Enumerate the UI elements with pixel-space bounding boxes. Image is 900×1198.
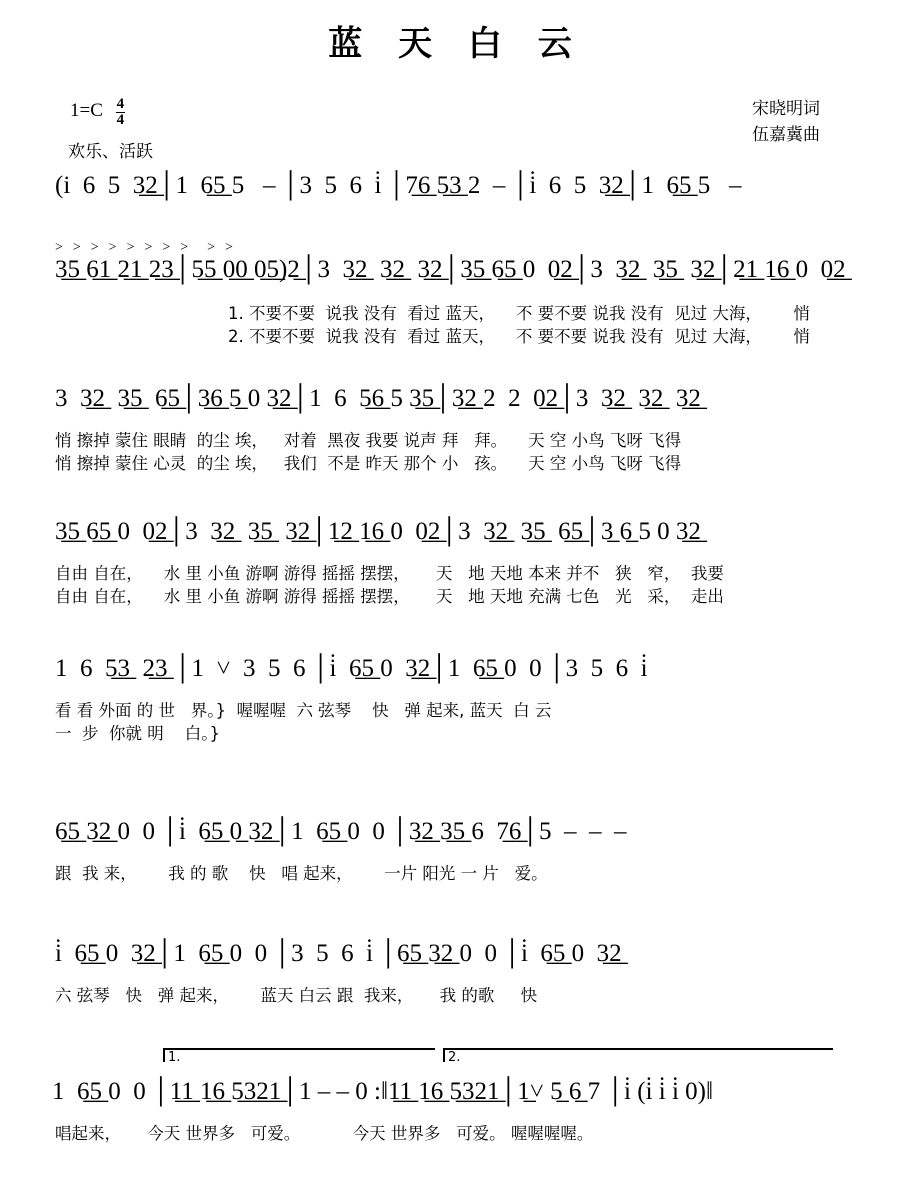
volta-bracket-1: 1. — [163, 1048, 435, 1062]
music-system-4 — [0, 518, 900, 608]
lyric-line: 跟 我 来， 我 的 歌 快 唱 起来， 一片 阳光 一 片 爱。 — [55, 864, 548, 883]
lyric-line-verse1: 悄 擦掉 蒙住 眼睛 的尘 埃， 对着 黑夜 我要 说声 拜 拜。 天 空 小鸟 飞呀 飞得 — [55, 431, 682, 450]
lyric-line-verse2: 2. 不要不要 说我 没有 看过 蓝天， 不 要不要 说我 没有 见过 大海， 悄 — [228, 327, 810, 346]
notation-line: 6̲5̲ 3̲2̲ 0 0 │i̇ 6̲5̲ 0̲ 3̲2̲│1 6̲5̲ 0 0 │3̲2̲ 3̲5̲ 6 7̲6̲│5 – – – — [55, 818, 627, 845]
notation-line: 3 3̲2̲ 3̲5̲ 6̲5̲│3̲6̲ 5̲ 0 3̲2̲│1 6 5̲6̲ 5 3̲5̲│3̲2̲ 2 2 0̲2̲│3 3̲2̲ 3̲2̲ 3̲2̲ — [55, 385, 701, 412]
volta-bracket-row — [0, 1048, 900, 1064]
time-signature — [116, 97, 126, 128]
music-system-6 — [0, 818, 900, 885]
music-system-2 — [0, 240, 900, 348]
notation-line: i̇ 6̲5̲ 0 3̲2̲│1 6̲5̲ 0 0 │3 5 6 i̇ │6̲5̲ 3̲2̲ 0 0 │i̇ 6̲5̲ 0 3̲2̲ — [55, 940, 622, 967]
music-system-3 — [0, 385, 900, 475]
key-signature-text: 1=C — [70, 99, 103, 121]
composer-credit: 伍嘉冀曲 — [752, 125, 820, 145]
credits — [752, 96, 820, 148]
lyric-line-verse1: 自由 自在， 水 里 小鱼 游啊 游得 摇摇 摆摆， 天 地 天地 本来 并不 狭 窄， 我要 — [55, 564, 724, 583]
lyric-line-verse2: 一 步 你就 明 白。} — [55, 724, 220, 743]
notation-line: 3̲5̲ 6̲1̲ 2̲1̲ 2̲3̲│5̲5̲ 0̲0̲ 0̲5̲)2̲│3 3̲2̲ 3̲2̲ 3̲2̲│3̲5̲ 6̲5̲ 0 0̲2̲│3 3̲2̲ 3̲5̲ 3̲2̲│2̲1̲ 1̲6̲ 0 0̲2̲ — [55, 256, 846, 283]
tempo-expression: 欢乐、活跃 — [68, 142, 153, 162]
key-signature — [70, 96, 125, 127]
lyric-line-verse1: 看 看 外面 的 世 界。} 喔喔喔 六 弦琴 快 弹 起来, 蓝天 白 云 — [55, 701, 552, 720]
music-system-7 — [0, 940, 900, 1007]
accent-marks-row: > > > > > > > > > > — [55, 240, 234, 255]
notation-line: 3̲5̲ 6̲5̲ 0 0̲2̲│3 3̲2̲ 3̲5̲ 3̲2̲│1̲2̲ 1̲6̲ 0 0̲2̲│3 3̲2̲ 3̲5̲ 6̲5̲│3̲ 6̲ 5 0 3̲2̲ — [55, 518, 701, 545]
notation-line: 1 6 5̲3̲ 2̲3̲ │1 ˅ 3 5 6 │i̇ 6̲5̲ 0 3̲2̲│1 6̲5̲ 0 0 │3 5 6 i̇ — [55, 655, 648, 682]
lyricist-credit: 宋晓明词 — [752, 99, 820, 119]
lyric-line: 唱起来， 今天 世界多 可爱。 今天 世界多 可爱。 喔喔喔喔。 — [55, 1124, 594, 1143]
music-system-8 — [0, 1048, 900, 1145]
lyric-line-verse1: 1. 不要不要 说我 没有 看过 蓝天， 不 要不要 说我 没有 见过 大海， 悄 — [228, 304, 810, 323]
volta-bracket-2: 2. — [443, 1048, 833, 1062]
lyric-line: 六 弦琴 快 弹 起来， 蓝天 白云 跟 我来， 我 的歌 快 — [55, 986, 538, 1005]
lyric-line-verse2: 悄 擦掉 蒙住 心灵 的尘 埃， 我们 不是 昨天 那个 小 孩。 天 空 小鸟 飞呀 飞得 — [55, 454, 682, 473]
time-signature-denominator: 4 — [116, 112, 125, 128]
music-system-1 — [0, 172, 900, 200]
page-title: 蓝 天 白 云 — [328, 24, 584, 64]
lyric-line-verse2: 自由 自在， 水 里 小鱼 游啊 游得 摇摇 摆摆， 天 地 天地 充满 七色 光 采， 走出 — [55, 587, 724, 606]
notation-line: (i 6 5 3̲2̲│1 6̲5̲ 5 – │3 5 6 i̇ │7̲6̲ 5̲3̲ 2 – │i̇ 6 5 3̲2̲│1 6̲5̲ 5 – — [55, 172, 742, 199]
notation-line: 1 6̲5̲ 0 0 │1̲1̲ 1̲6̲ 5̲3̲2̲1̲│1 – – 0 :‖1̲1̲ 1̲6̲ 5̲3̲2̲1̲│1̲˅ 5̲ 6̲ 7 │i̇ (i̇ i̇ i̇ 0)‖ — [52, 1078, 714, 1105]
time-signature-numerator: 4 — [116, 96, 125, 112]
music-system-5 — [0, 655, 900, 745]
